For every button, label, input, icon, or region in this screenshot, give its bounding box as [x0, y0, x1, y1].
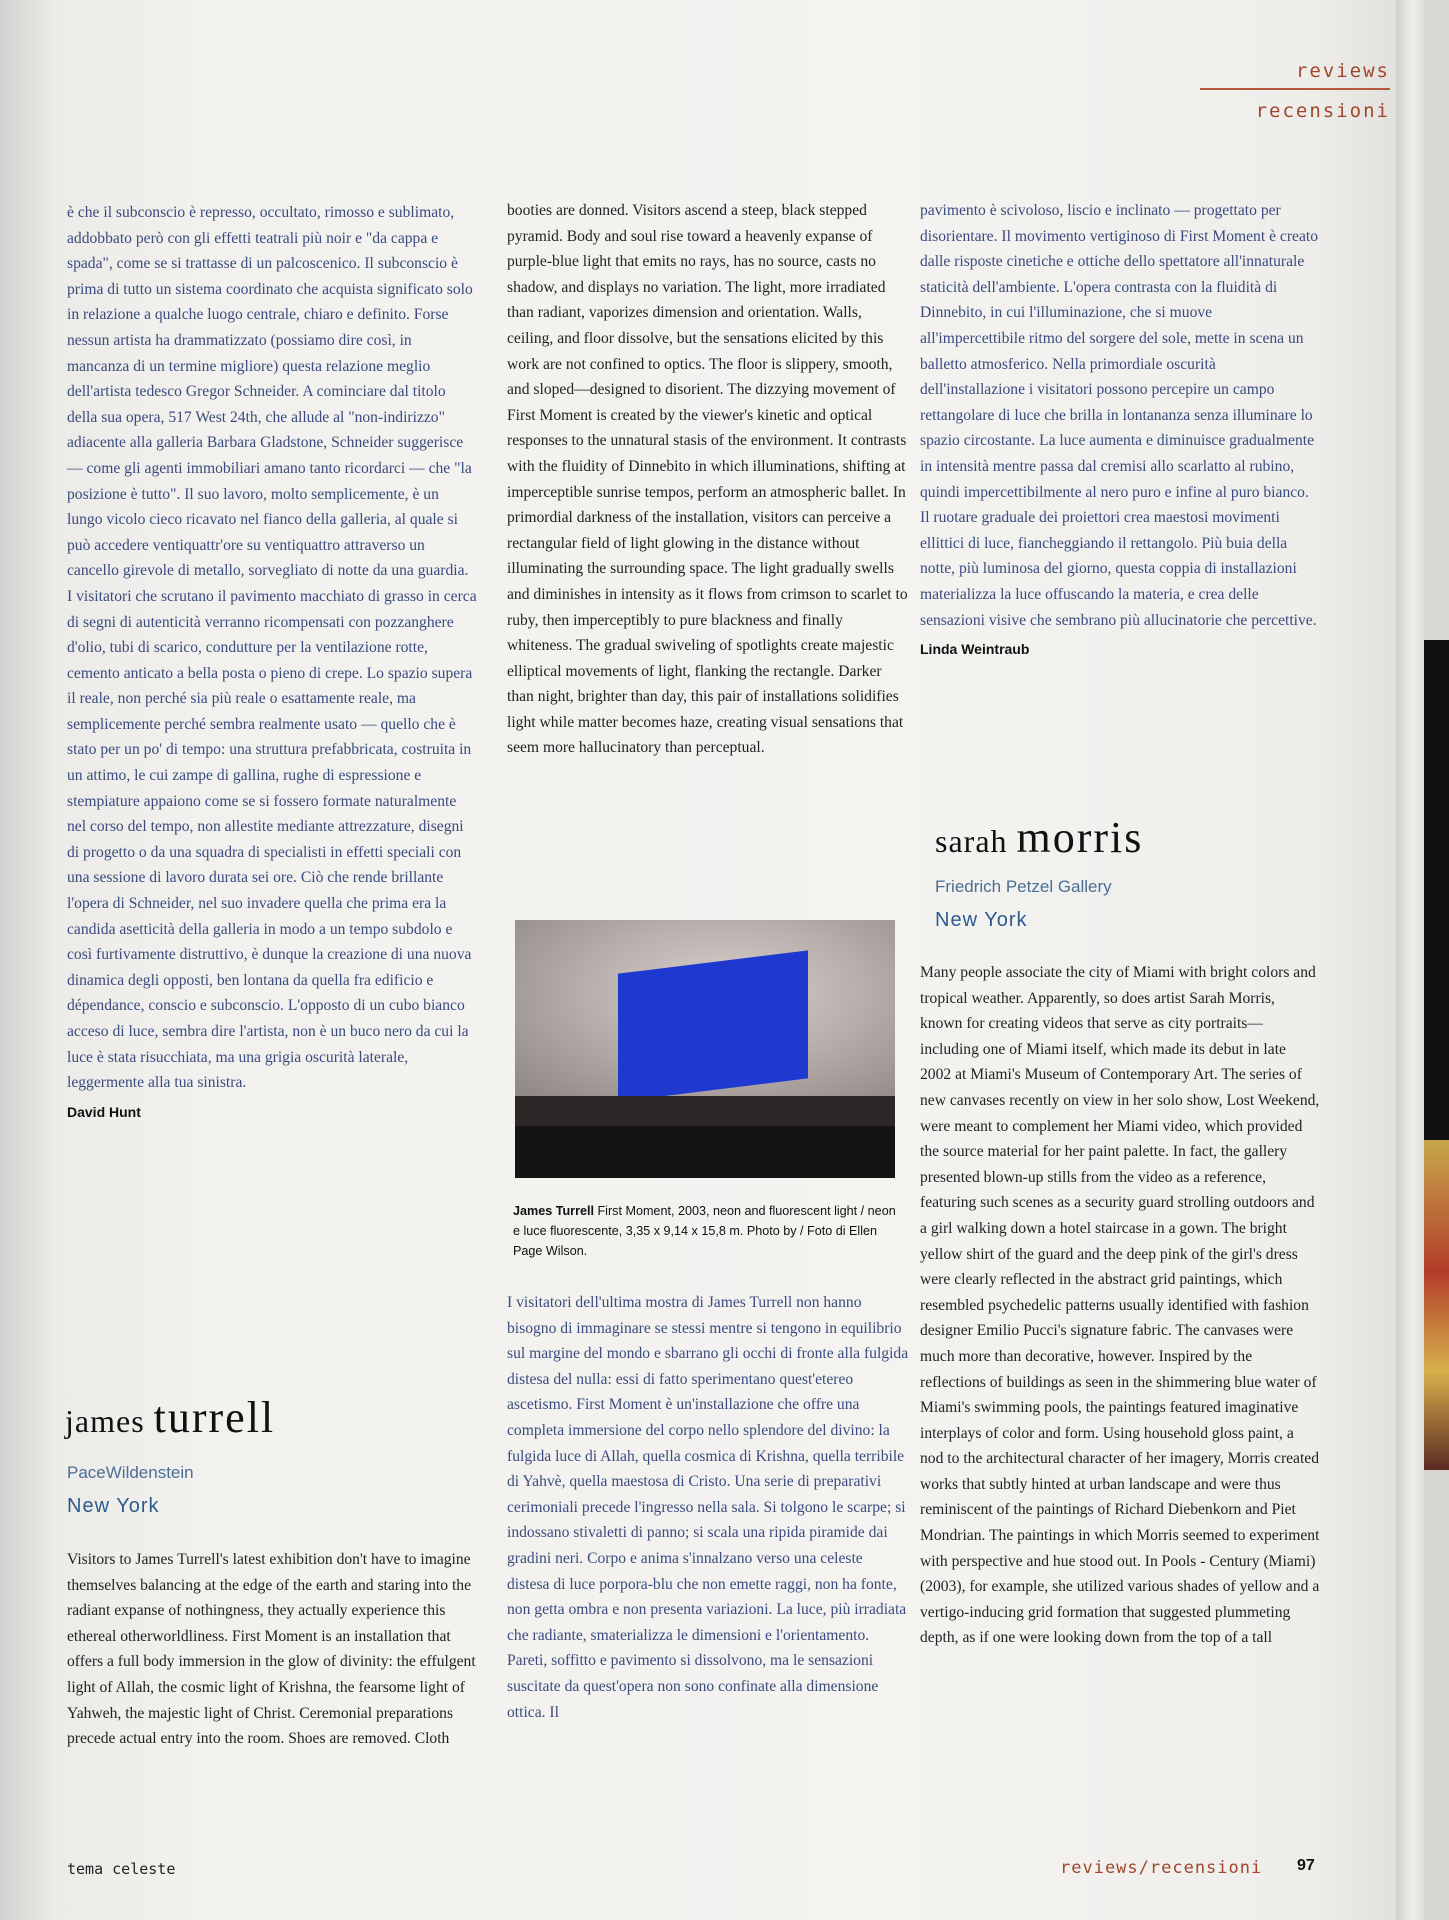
magazine-name: tema celeste	[67, 1860, 176, 1878]
dark-background	[1424, 640, 1449, 1140]
hunt-italian-text: è che il subconscio è represso, occultato, rimosso e sublimato, addobbato però con gli effetti teatrali più noir e "da cappa e spada", come se si trattasse di un palcoscenico. Il subconscio è prima di tutto un sistema coordinato che acquista significato solo in relazione a qualche luogo centrale, chiaro e definito. Forse nessun artista ha drammatizzato (possiamo dire così, in mancanza di un termine migliore) questa relazione meglio dell'artista tedesco Gregor Schneider. A cominciare dal titolo della sua opera, 517 West 24th, che allude al "non-indirizzo" adiacente alla galleria Barbara Gladstone, Schneider suggerisce — come gli agenti immobiliari amano tanto ricordarci — che "la posizione è tutto". Il suo lavoro, molto semplicemente, è un lungo vicolo cieco ricavato nel fianco della galleria, al quale si può accedere ventiquattr'ore su ventiquattro attraverso un cancello girevole di metallo, sorvegliato di notte da una guardia. I visitatori che scrutano il pavimento macchiato di grasso in cerca di segni di autenticità verranno ricompensati con pozzanghere d'olio, tubi di scarico, condutture per la ventilazione rotte, cemento anticato a bella posta o pieno di crepe. Lo spazio supera il reale, non perché sia più reale o esattamente reale, ma semplicemente perché sembra realmente usato — quello che è stato per un po' di tempo: una struttura prefabbricata, costruita in un attimo, le cui zampe di gallina, rughe di espressione e stempiature appaiono come se si fossero formate naturalmente nel corso del tempo, non allestite mediante attrezzature, disegni di progetto o da una squadra di specialisti in effetti speciali con una sessione di lavoro durata sei ore. Ciò che rende brillante l'opera di Schneider, nel suo invadere quella che prima era la candida asetticità della galleria in modo a un tempo subdolo e così furtivamente distruttivo, è dunque la creazione di una nuova dinamica degli opposti, ben lontana da quella fra edificio e dépendance, conscio e subconscio. L'opposto di un cubo bianco acceso di luce, sembra dire l'artista, non è un buco nero da cui la luce è stata risucchiata, ma una grigia oscurità laterale, leggermente alla tua sinistra.	[67, 204, 477, 1092]
byline-david-hunt: David Hunt	[67, 1103, 141, 1120]
section-title-en: reviews	[1295, 60, 1390, 82]
hunt-review-italian	[67, 200, 477, 1125]
photo-step	[515, 1096, 895, 1126]
turrell-italian-cont-text: pavimento è scivoloso, liscio e inclinato — progettato per disorientare. Il movimento vertiginoso di First Moment è creato dalle risposte cinetiche e ottiche dello spettatore all'innaturale staticità dell'ambiente. L'opera contrasta con la fluidità di Dinnebito, in cui l'illuminazione, che si muove all'impercettibile ritmo del sorgere del sole, mette in scena un balletto atmosferico. Nella primordiale oscurità dell'installazione i visitatori possono percepire un campo rettangolare di luce che brilla in lontananza senza illuminare lo spazio circostante. La luce aumenta e diminuisce gradualmente in intensità mentre passa dal cremisi allo scarlatto al rubino, quindi impercettibilmente al nero puro e infine al puro bianco. Il ruotare graduale dei proiettori crea maestosi movimenti ellittici di luce, fiancheggiando il rettangolo. Più buia della notte, più luminosa del giorno, questa coppia di installazioni materializza la luce offuscando la materia, e crea delle sensazioni visive che sembrano più allucinatorie che percettive.	[920, 202, 1318, 629]
artist-last-name: morris	[1016, 813, 1144, 862]
city-new-york-morris: New York	[935, 909, 1028, 931]
adjacent-page-image	[1424, 1140, 1449, 1470]
artist-first-name: sarah	[935, 823, 1008, 859]
byline-linda-weintraub: Linda Weintraub	[920, 641, 1030, 658]
next-page-edge	[1424, 0, 1449, 640]
turrell-italian-text: I visitatori dell'ultima mostra di James Turrell non hanno bisogno di immaginare se stessi mentre si tengono in equilibrio sul margine del mondo e sbarrano gli occhi di fronte alla fulgida distesa del nulla: essi di fatto sperimentano quest'etereo ascetismo. First Moment è un'installazione che offre una completa immersione del corpo nello splendore del divino: la fulgida luce di Allah, quella cosmica di Krishna, quella terribile di Yahvè, quella maestosa di Cristo. Una serie di preparativi cerimoniali precede l'ingresso nella sala. Si tolgono le scarpe; si indossano stivaletti di panno; si scala una ripida piramide dai gradini neri. Corpo e anima s'innalzano verso una celeste distesa di luce porpora-blu che non emette raggi, non ha fonte, non getta ombra e non presenta variazioni. La luce, più irradiata che radiante, smaterializza le dimensioni e l'orientamento. Pareti, soffitto e pavimento si dissolvono, ma le sensazioni suscitate da quest'opera non sono confinate alla dimensione ottica. Il	[507, 1294, 909, 1721]
section-header	[1200, 60, 1390, 122]
city-new-york-turrell: New York	[67, 1495, 160, 1517]
turrell-english-text: Visitors to James Turrell's latest exhibition don't have to imagine themselves balancing at the edge of the earth and staring into the radiant expanse of nothingness, they actually experience this ethereal otherworldliness. First Moment is an installation that offers a full body immersion in the glow of divinity: the effulgent light of Allah, the cosmic light of Krishna, the fearsome light of Yahweh, the majestic light of Christ. Ceremonial preparations precede actual entry into the room. Shoes are removed. Cloth	[67, 1551, 476, 1748]
turrell-review-english-cont	[507, 198, 909, 761]
artist-heading-morris	[935, 812, 1143, 863]
page-number: 97	[1297, 1857, 1315, 1874]
gallery-friedrich-petzel: Friedrich Petzel Gallery	[935, 877, 1112, 896]
footer-section: reviews/recensioni	[1060, 1858, 1263, 1878]
photo-floor	[515, 1126, 895, 1178]
turrell-review-italian-cont	[920, 198, 1320, 663]
section-title-it: recensioni	[1255, 100, 1390, 122]
artist-heading-turrell	[65, 1392, 275, 1443]
page-edge	[1396, 0, 1424, 1920]
morris-review-english	[920, 960, 1320, 1651]
installation-photo	[515, 920, 895, 1178]
next-page-edge-bottom	[1424, 1470, 1449, 1920]
morris-english-text: Many people associate the city of Miami with bright colors and tropical weather. Apparently, so does artist Sarah Morris, known for creating videos that serve as city portraits—including one of Miami itself, which made its debut in late 2002 at Miami's Museum of Contemporary Art. The series of new canvases recently on view in her solo show, Lost Weekend, were meant to complement her Miami video, which provided the source material for her paint palette. In fact, the gallery presented blown-up stills from the video as a reference, featuring such scenes as a security guard strolling outdoors and a girl walking down a hotel staircase in a gown. The bright yellow shirt of the guard and the deep pink of the girl's dress were clearly reflected in the abstract grid paintings, which resembled psychedelic patterns usually identified with fashion designer Emilio Pucci's signature fabric. The canvases were much more than decorative, however. Inspired by the reflections of buildings as seen in the shimmering blue water of Miami's swimming pools, the paintings featured imaginative interplays of color and form. Using household gloss paint, a nod to the architectural character of her imagery, Morris created works that subtly hinted at urban landscape and were thus reminiscent of the paintings of Richard Diebenkorn and Piet Mondrian. The paintings in which Morris seemed to experiment with perspective and hue stood out. In Pools - Century (Miami) (2003), for example, she utilized various shades of yellow and a vertigo-inducing grid formation that suggested plummeting depth, as if one were looking down from the top of a tall	[920, 964, 1320, 1647]
photo-caption	[513, 1201, 903, 1261]
blue-light-field	[618, 950, 808, 1101]
turrell-review-english-start	[67, 1547, 477, 1752]
caption-details: First Moment, 2003, neon and fluorescent light / neon e luce fluorescente, 3,35 x 9,14 x 15,8 m. Photo by / Foto di Ellen Page Wilson.	[513, 1204, 896, 1258]
caption-artist: James Turrell	[513, 1204, 594, 1218]
artist-last-name: turrell	[153, 1393, 276, 1442]
section-rule	[1200, 88, 1390, 90]
turrell-review-italian	[507, 1290, 909, 1725]
artist-first-name: james	[65, 1403, 145, 1439]
gallery-pacewildenstein: PaceWildenstein	[67, 1463, 194, 1482]
turrell-english-cont-text: booties are donned. Visitors ascend a steep, black stepped pyramid. Body and soul rise toward a heavenly expanse of purple-blue light that emits no rays, has no source, casts no shadow, and displays no variation. The light, more irradiated than radiant, vaporizes dimension and orientation. Walls, ceiling, and floor dissolve, but the sensations elicited by this work are not confined to optics. The floor is slippery, smooth, and sloped—designed to disorient. The dizzying movement of First Moment is created by the viewer's kinetic and optical responses to the unnatural stasis of the environment. It contrasts with the fluidity of Dinnebito in which illuminations, shifting at imperceptible sunrise tempos, perform an atmospheric ballet. In primordial darkness of the installation, visitors can perceive a rectangular field of light glowing in the distance without illuminating the surrounding space. The light gradually swells and diminishes in intensity as it flows from crimson to scarlet to ruby, then imperceptibly to pure blackness and finally whiteness. The gradual swiveling of spotlights create majestic elliptical movements of light, flanking the rectangle. Darker than night, brighter than day, this pair of installations solidifies light while matter becomes haze, creating visual sensations that seem more hallucinatory than perceptual.	[507, 202, 908, 757]
